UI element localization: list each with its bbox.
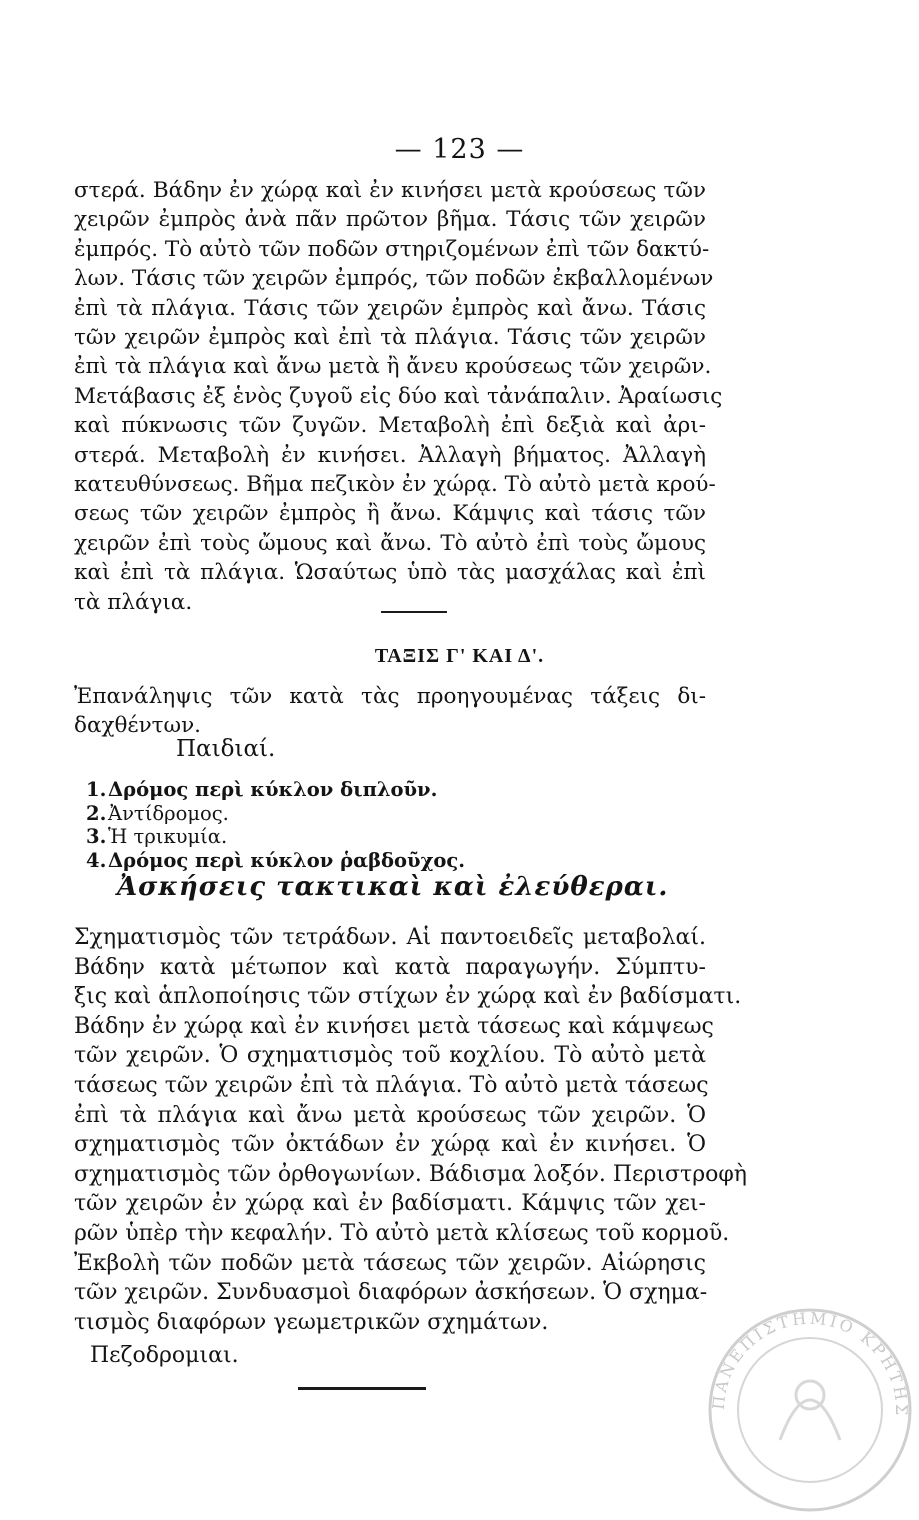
text-line: χειρῶν ἐπὶ τοὺς ὤμους καὶ ἄνω. Τὸ αὐτὸ ἐπὶ τοὺς ὤμους [74, 530, 706, 556]
text-line: δαχθέντων. [74, 713, 201, 739]
text-line: Ἐκβολὴ τῶν ποδῶν μετὰ τάσεως τῶν χειρῶν. Αἰώρησις [74, 1250, 706, 1276]
text-line: καὶ πύκνωσις τῶν ζυγῶν. Μεταβολὴ ἐπὶ δεξιὰ καὶ ἀρι- [74, 413, 706, 439]
text-line: Βάδην ἐν χώρᾳ καὶ ἐν κινήσει μετὰ τάσεως καὶ κάμψεως [74, 1013, 714, 1039]
text-line: σχηματισμὸς τῶν ὀρθογωνίων. Βάδισμα λοξόν. Περιστροφὴ [74, 1161, 747, 1187]
text-line: ἐπὶ τὰ πλάγια καὶ ἄνω μετὰ ἢ ἄνευ κρούσεως τῶν χειρῶν. [74, 354, 712, 380]
text-line: Ἐπανάληψις τῶν κατὰ τὰς προηγουμένας τάξεις δι- [74, 684, 706, 709]
page-number: — 123 — [394, 134, 525, 165]
list-item-text: Δρόμος περὶ κύκλον ῥαβδοῦχος. [108, 848, 466, 872]
paragraph-1 [74, 176, 723, 617]
list-item-text: Δρόμος περὶ κύκλον διπλοῦν. [108, 778, 438, 801]
text-line: καὶ ἐπὶ τὰ πλάγια. Ὡσαύτως ὑπὸ τὰς μασχάλας καὶ ἐπὶ [74, 560, 706, 586]
seal-text: ΠΑΝΕΠΙΣΤΗΜΙΟ ΚΡΗΤΗΣ [708, 1308, 912, 1419]
text-line: τῶν χειρῶν. Συνδυασμοὶ διαφόρων ἀσκήσεων. Ὁ σχημα- [74, 1280, 708, 1306]
section-divider [381, 611, 447, 613]
text-line: τῶν χειρῶν ἐν χώρᾳ καὶ ἐν βαδίσματι. Κάμψις τῶν χει- [74, 1191, 706, 1217]
closing-line: Πεζοδρομιαι. [90, 1343, 239, 1368]
list-item [86, 825, 465, 849]
games-subheading: Παιδιαί. [176, 736, 276, 762]
text-line: Βάδην κατὰ μέτωπον καὶ κατὰ παραγωγήν. Σύμπτυ- [74, 954, 706, 980]
text-line: στερά. Μεταβολὴ ἐν κινήσει. Ἀλλαγὴ βήματος. Ἀλλαγὴ [74, 442, 706, 468]
list-item-number: 1. [86, 778, 107, 801]
list-item [86, 778, 465, 802]
end-divider [298, 1387, 426, 1390]
text-line: χειρῶν ἐμπρὸς ἀνὰ πᾶν πρῶτον βῆμα. Τάσις τῶν χειρῶν [74, 207, 706, 233]
list-item [86, 802, 465, 826]
games-list [86, 778, 465, 872]
text-line: ρῶν ὑπὲρ τὴν κεφαλήν. Τὸ αὐτὸ μετὰ κλίσεως τοῦ κορμοῦ. [74, 1220, 730, 1246]
text-line: ἐπὶ τὰ πλάγια καὶ ἄνω μετὰ κρούσεως τῶν χειρῶν. Ὁ [74, 1102, 706, 1128]
paragraph-2 [74, 682, 706, 741]
text-line: ξις καὶ ἁπλοποίησις τῶν στίχων ἐν χώρᾳ καὶ ἐν βαδίσματι. [74, 984, 742, 1010]
list-item-number: 2. [86, 801, 107, 825]
text-line: ἐπὶ τὰ πλάγια. Τάσις τῶν χειρῶν ἐμπρὸς καὶ ἄνω. Τάσις [74, 295, 706, 321]
text-line: τῶν χειρῶν ἐμπρὸς καὶ ἐπὶ τὰ πλάγια. Τάσις τῶν χειρῶν [74, 325, 706, 351]
text-line: στερά. Βάδην ἐν χώρᾳ καὶ ἐν κινήσει μετὰ κρούσεως τῶν [74, 178, 706, 203]
list-item-text: Ἡ τρικυμία. [108, 825, 228, 848]
text-line: τάσεως τῶν χειρῶν ἐπὶ τὰ πλάγια. Τὸ αὐτὸ μετὰ τάσεως [74, 1072, 709, 1098]
list-item-number: 3. [86, 825, 107, 848]
class-heading: ΤΑΞΙΣ Γ' ΚΑΙ Δ'. [374, 645, 545, 667]
text-line: ἐμπρός. Τὸ αὐτὸ τῶν ποδῶν στηριζομένων ἐπὶ τῶν δακτύ- [74, 236, 710, 262]
list-item [86, 849, 465, 873]
list-item-text: Ἀντίδρομος. [108, 801, 229, 825]
text-line: σεως τῶν χειρῶν ἐμπρὸς ἢ ἄνω. Κάμψις καὶ τάσις τῶν [74, 501, 706, 527]
university-seal-icon [700, 1300, 919, 1520]
paragraph-3 [74, 923, 747, 1337]
text-line: Σχηματισμὸς τῶν τετράδων. Αἱ παντοειδεῖς μεταβολαί. [74, 925, 706, 950]
text-line: σχηματισμὸς τῶν ὀκτάδων ἐν χώρᾳ καὶ ἐν κινήσει. Ὁ [74, 1132, 706, 1158]
text-line: κατευθύνσεως. Βῆμα πεζικὸν ἐν χώρᾳ. Τὸ αὐτὸ μετὰ κρού- [74, 472, 716, 498]
text-line: Μετάβασις ἐξ ἑνὸς ζυγοῦ εἰς δύο καὶ τἀνάπαλιν. Ἀραίωσις [74, 383, 723, 409]
list-item-number: 4. [86, 848, 107, 872]
text-line: τῶν χειρῶν. Ὁ σχηματισμὸς τοῦ κοχλίου. Τὸ αὐτὸ μετὰ [74, 1043, 706, 1069]
text-line: λων. Τάσις τῶν χειρῶν ἐμπρός, τῶν ποδῶν ἐκβαλλομένων [74, 266, 714, 292]
text-line: τὰ πλάγια. [74, 589, 193, 615]
text-line: τισμὸς διαφόρων γεωμετρικῶν σχημάτων. [74, 1309, 549, 1335]
exercises-title: Ἀσκήσεις τακτικαὶ καὶ ἐλεύθεραι. [117, 872, 669, 902]
